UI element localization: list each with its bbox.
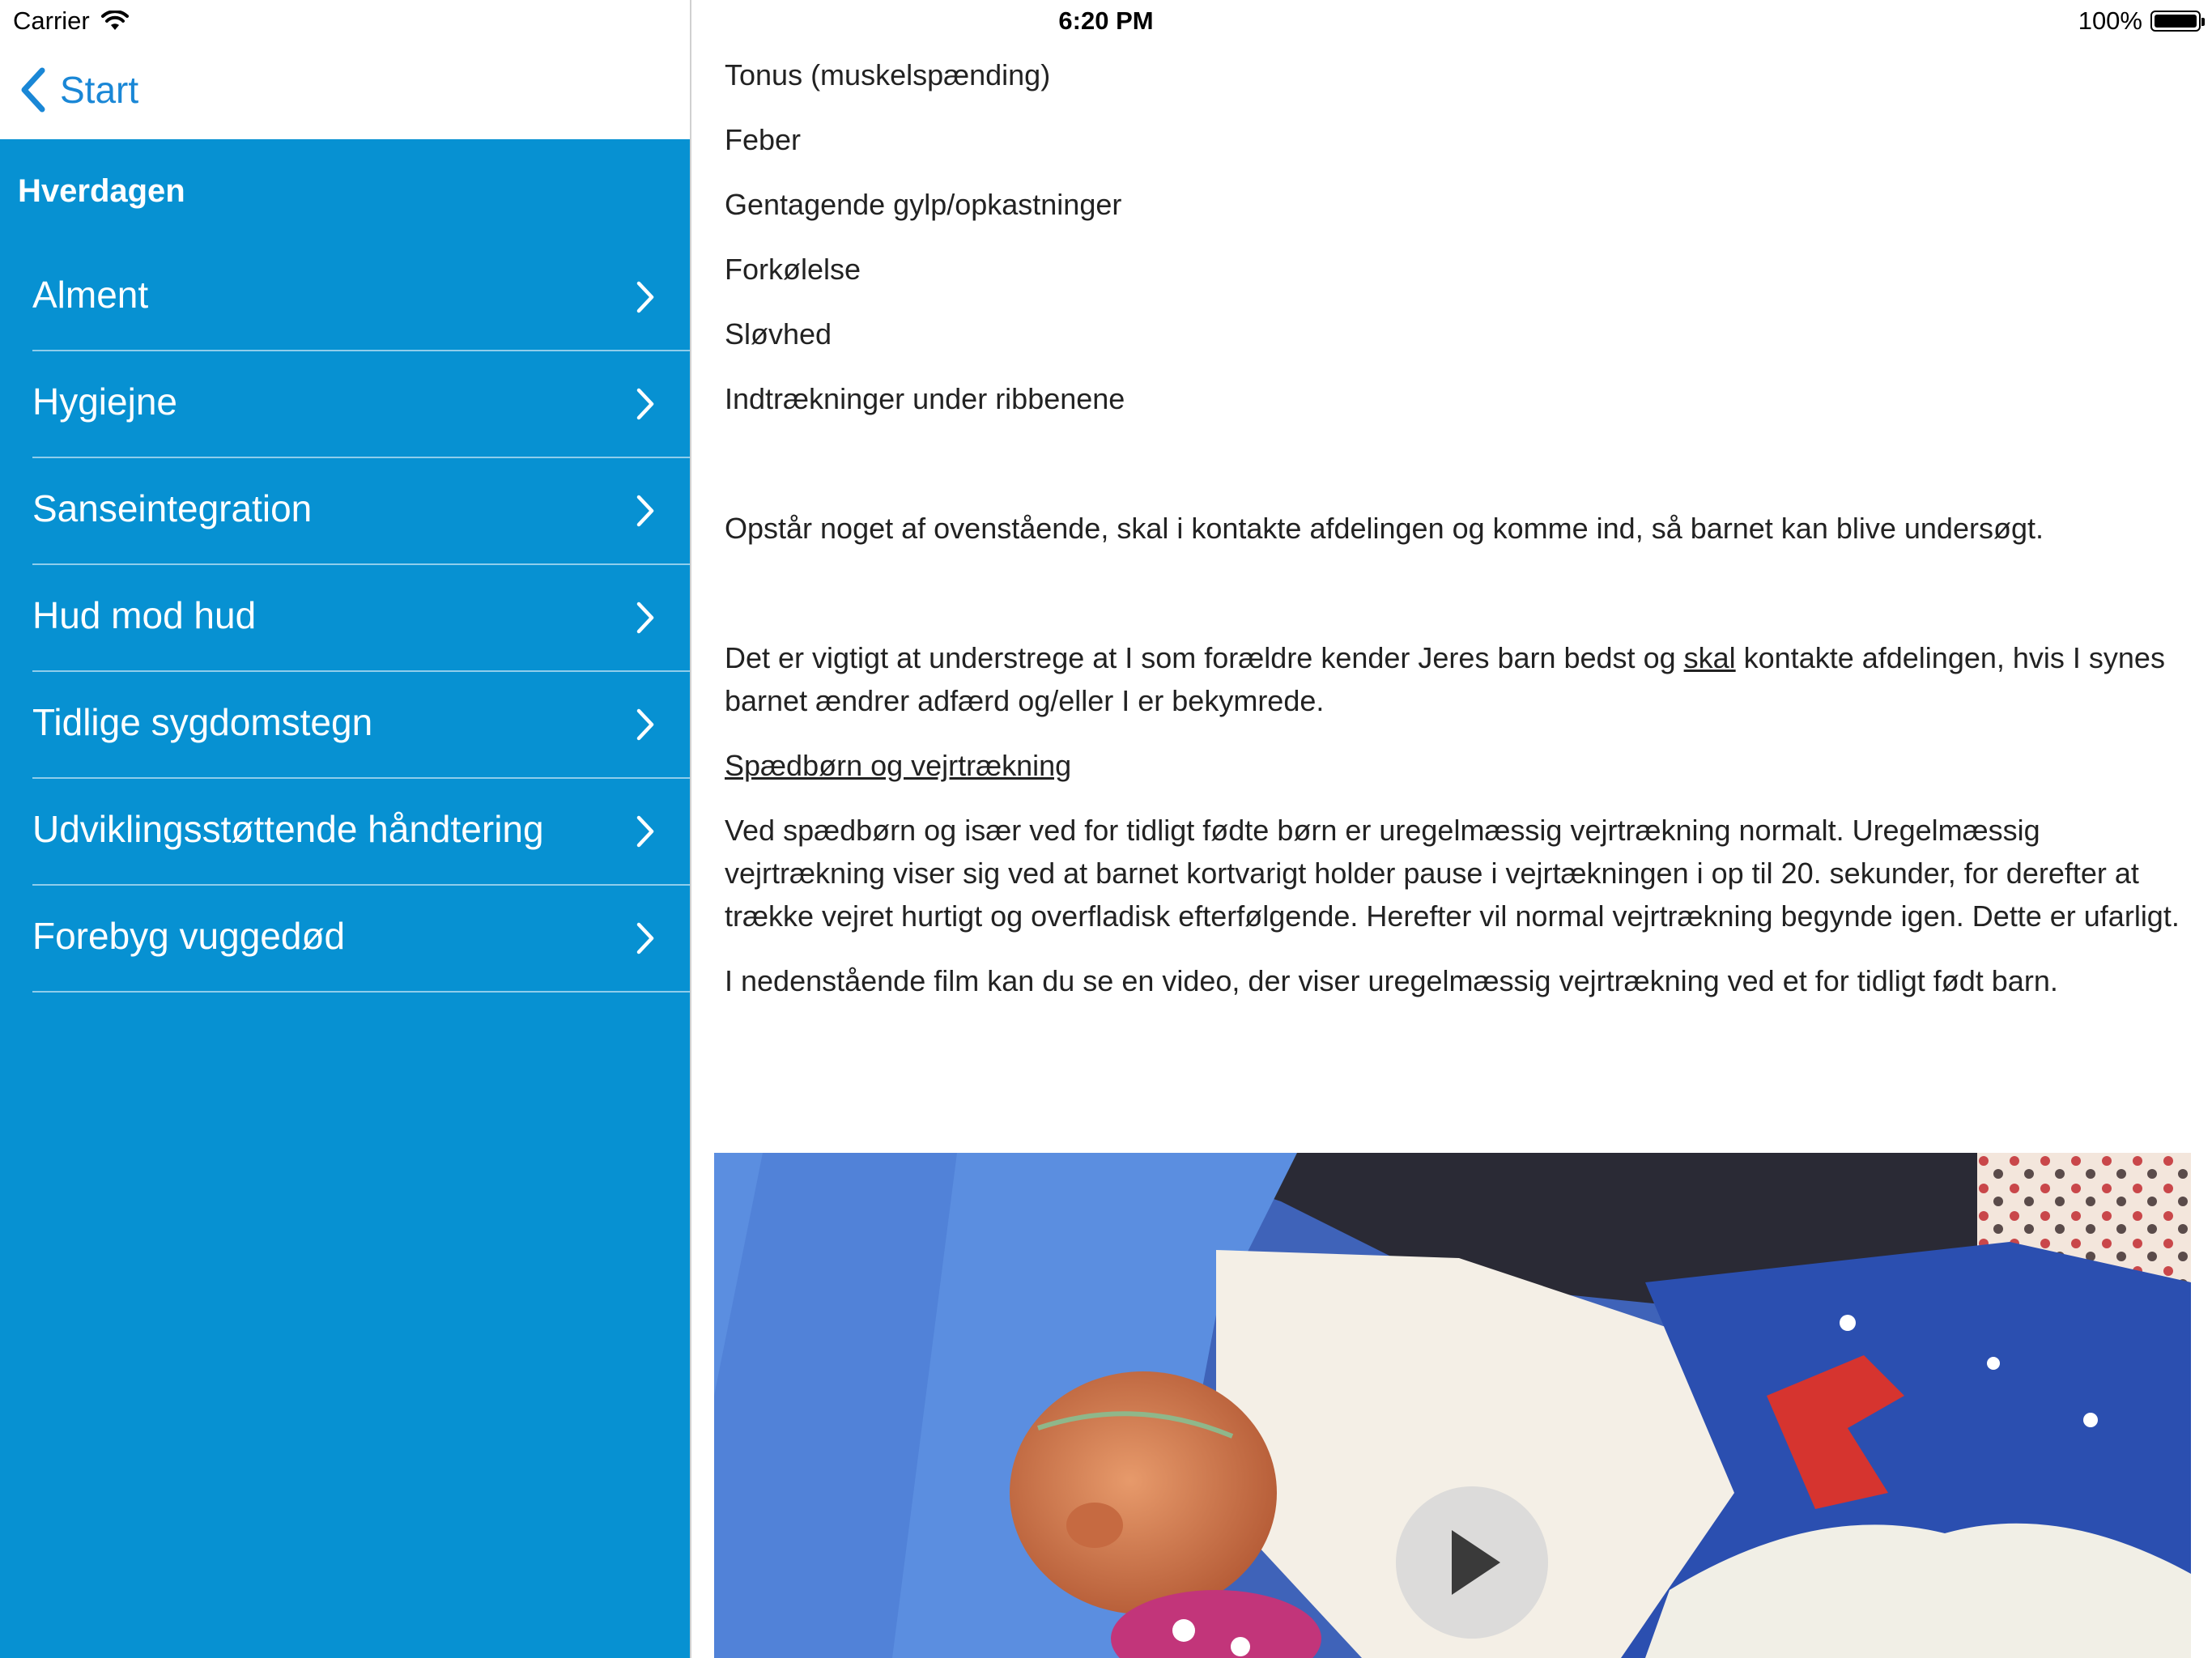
symptom-item: Sløvhed (725, 317, 832, 351)
chevron-right-icon (635, 387, 656, 421)
menu-item-label: Alment (32, 274, 149, 316)
article-body (725, 53, 2182, 1024)
symptom-item: Forkølelse (725, 253, 861, 286)
play-button[interactable] (1396, 1486, 1548, 1639)
menu-item-tidlige-sygdomstegn[interactable] (32, 672, 690, 779)
menu-item-udviklingsstottende-handtering[interactable] (32, 779, 690, 886)
menu-item-label: Udviklingsstøttende håndtering (32, 808, 544, 850)
spacer (725, 572, 2182, 636)
important-emphasis: skal (1683, 641, 1736, 674)
menu-item-label: Hud mod hud (32, 594, 257, 636)
menu-item-label: Hygiejne (32, 380, 177, 423)
status-right (2078, 6, 2201, 36)
back-button[interactable] (16, 66, 138, 113)
symptom-item: Feber (725, 123, 802, 156)
menu-item-sanseintegration[interactable] (32, 458, 690, 565)
status-bar (0, 0, 2212, 44)
section-title: Hverdagen (18, 173, 185, 209)
battery-fill (2155, 15, 2197, 28)
breathing-paragraph: Ved spædbørn og især ved for tidligt fødte børn er uregelmæssig vejrtrækning normalt. Uregelmæssig vejrtrækning viser sig ved at barnet kortvarigt holder pause i vejrtækningen i op til 20. sekunder, for derefter at trække vejret hurtigt og overfladisk efterfølgende. Herefter vil normal vejrtrækning begynde igen. Dette er ufarligt. (725, 814, 2180, 933)
breathing-heading: Spædbørn og vejrtrækning (725, 749, 1072, 782)
video-player[interactable] (714, 1153, 2191, 1658)
menu-item-hygiejne[interactable] (32, 351, 690, 458)
video-intro-paragraph: I nedenstående film kan du se en video, der viser uregelmæssig vejrtrækning ved et for tidligt født barn. (725, 964, 2058, 997)
detail-pane[interactable] (691, 0, 2212, 1658)
contact-paragraph: Opstår noget af ovenstående, skal i kontakte afdelingen og komme ind, så barnet kan blive undersøgt. (725, 512, 2044, 545)
chevron-right-icon (635, 601, 656, 635)
symptom-item: Gentagende gylp/opkastninger (725, 188, 1122, 221)
sidebar (0, 0, 691, 1658)
back-button-label: Start (60, 69, 139, 111)
symptom-item: Tonus (muskelspænding) (725, 58, 1051, 91)
chevron-right-icon (635, 814, 656, 848)
menu-item-forebyg-vuggedod[interactable] (32, 886, 690, 993)
important-text: Det er vigtigt at understrege at I som forældre kender Jeres barn bedst og (725, 641, 1684, 674)
menu-list (32, 244, 690, 993)
status-time: 6:20 PM (1058, 6, 1154, 35)
menu-item-label: Forebyg vuggedød (32, 915, 346, 957)
chevron-right-icon (635, 708, 656, 742)
menu-item-alment[interactable] (32, 244, 690, 351)
menu-item-hud-mod-hud[interactable] (32, 565, 690, 672)
symptom-item: Indtrækninger under ribbenene (725, 382, 1125, 415)
menu-item-label: Sanseintegration (32, 487, 313, 529)
battery-percent: 100% (2078, 6, 2142, 35)
important-paragraph (725, 636, 2182, 722)
chevron-right-icon (635, 280, 656, 314)
chevron-right-icon (635, 921, 656, 955)
play-icon (1436, 1522, 1508, 1603)
chevron-left-icon (16, 66, 50, 113)
menu-item-label: Tidlige sygdomstegn (32, 701, 373, 743)
chevron-right-icon (635, 494, 656, 528)
battery-icon (2150, 11, 2201, 32)
important-text: kontakte afdelingen, hvis I synes barnet ændrer adfærd og/eller I er bekymrede. (725, 641, 2165, 717)
carrier-label: Carrier (13, 6, 90, 35)
spacer (725, 442, 2182, 507)
